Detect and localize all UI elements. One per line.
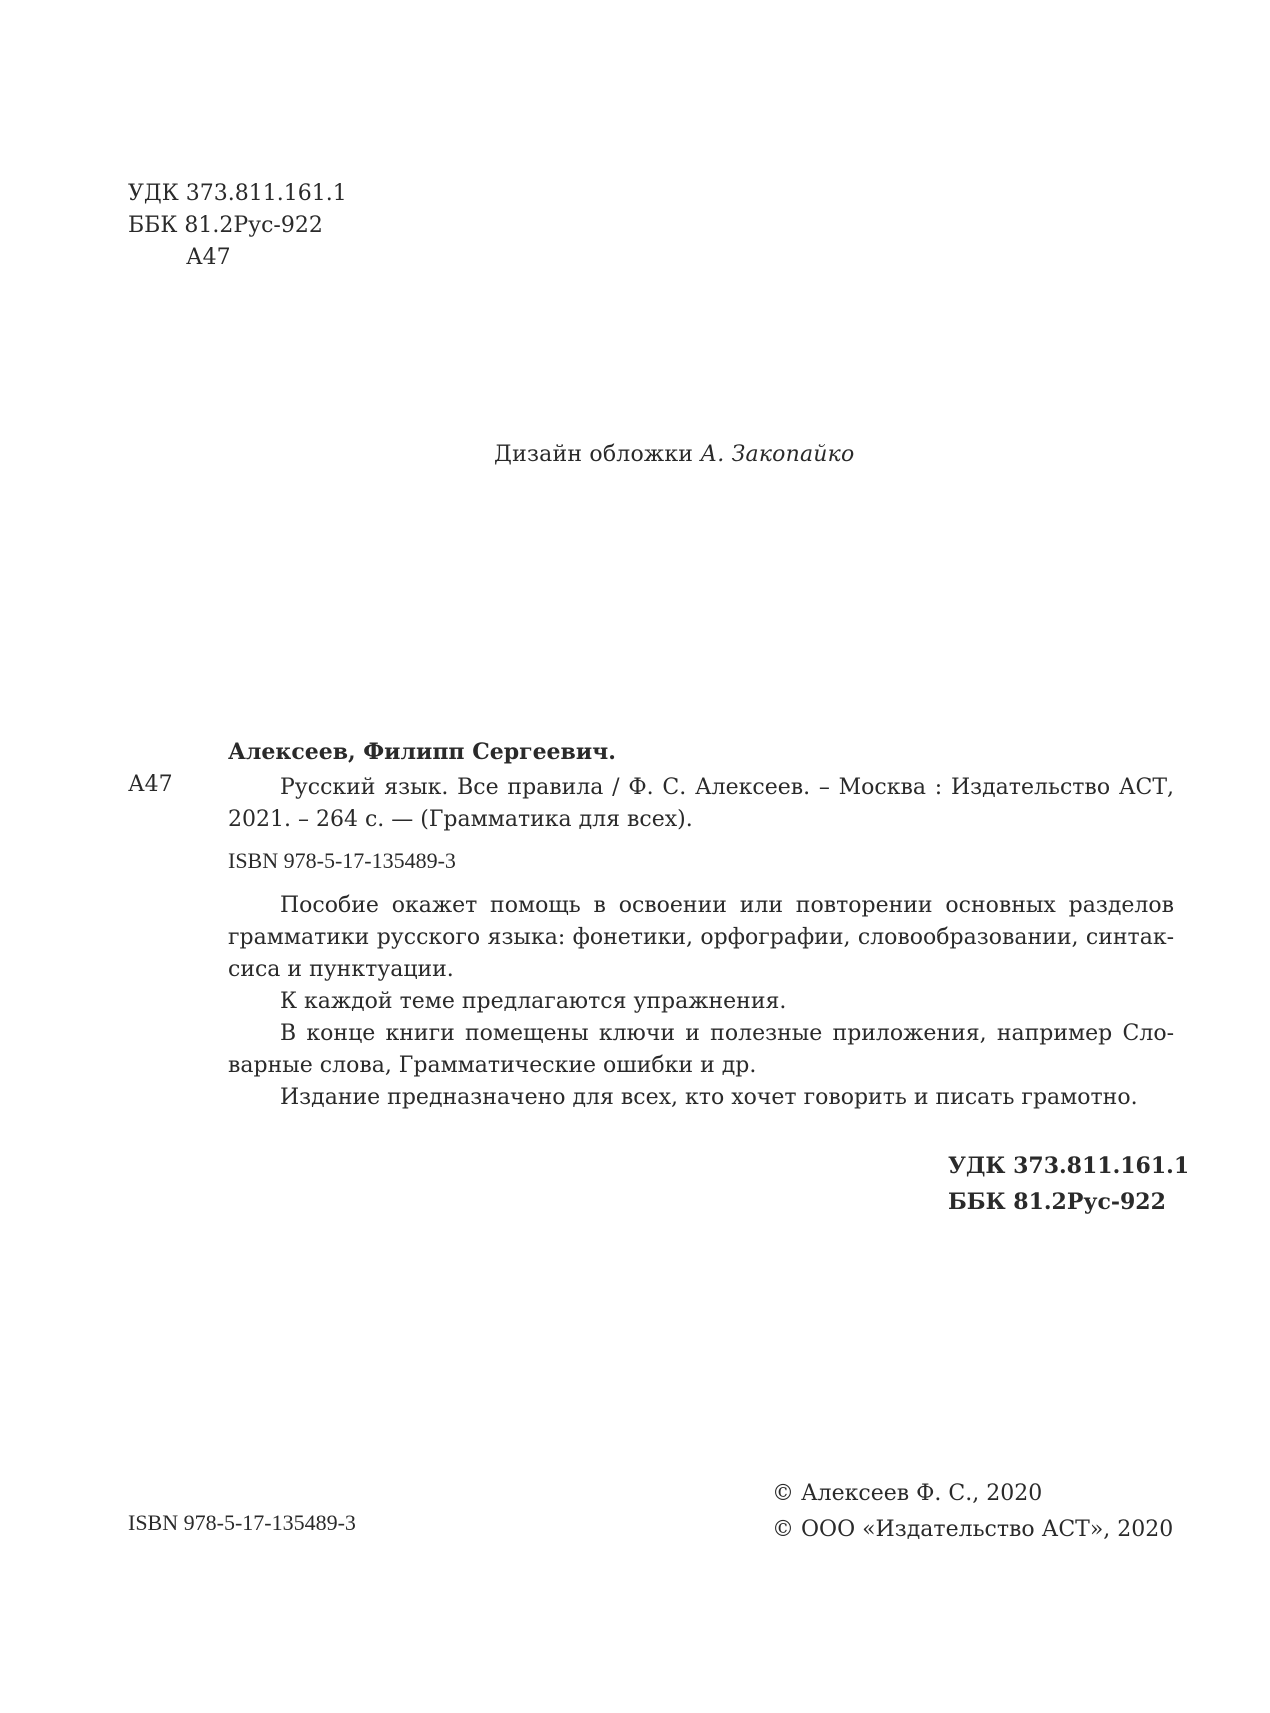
catalog-bibliographic-description	[228, 772, 1174, 836]
catalog-isbn: ISBN 978-5-17-135489-3	[228, 848, 456, 873]
biblio-line-1: Русский язык. Все правила / Ф. С. Алексеев. – Москва : Издательство АСТ,	[280, 775, 1174, 800]
catalog-author-heading: Алексеев, Филипп Сергеевич.	[228, 739, 616, 765]
footer-isbn: ISBN 978-5-17-135489-3	[128, 1510, 356, 1535]
annotation-p1-line1: Пособие окажет помощь в освоении или повторении основных разделов	[280, 893, 1174, 918]
bbk-code: ББК 81.2Рус-922	[128, 213, 323, 238]
cover-credit-label: Дизайн обложки	[494, 442, 701, 467]
annotation-p1-line3: сиса и пунктуации.	[228, 957, 454, 982]
copyright-notices	[772, 1476, 1173, 1548]
classification-codes-bottom	[948, 1148, 1189, 1220]
copyright-author: © Алексеев Ф. С., 2020	[772, 1481, 1043, 1506]
copyright-publisher: © ООО «Издательство АСТ», 2020	[772, 1517, 1174, 1542]
biblio-line-2: 2021. – 264 с. — (Грамматика для всех).	[228, 807, 693, 832]
catalog-author-mark: А47	[128, 772, 173, 797]
annotation-p4: Издание предназначено для всех, кто хочет говорить и писать грамотно.	[280, 1085, 1138, 1110]
udk-code: УДК 373.811.161.1	[128, 181, 347, 206]
classification-codes-top	[128, 178, 347, 274]
bbk-code-bold: ББК 81.2Рус-922	[948, 1189, 1166, 1215]
annotation-p3-line2: варные слова, Грамматические ошибки и др.	[228, 1053, 757, 1078]
annotation-p3-line1: В конце книги помещены ключи и полезные приложения, например Сло-	[280, 1021, 1174, 1046]
annotation-p1-line2: грамматики русского языка: фонетики, орфографии, словообразовании, синтак-	[228, 925, 1174, 950]
cover-design-credit	[494, 442, 854, 467]
catalog-annotation	[228, 890, 1174, 1114]
udk-code-bold: УДК 373.811.161.1	[948, 1153, 1190, 1179]
cover-designer-name: А. Закопайко	[700, 442, 855, 467]
author-mark: А47	[186, 245, 231, 270]
annotation-p2: К каждой теме предлагаются упражнения.	[280, 989, 787, 1014]
